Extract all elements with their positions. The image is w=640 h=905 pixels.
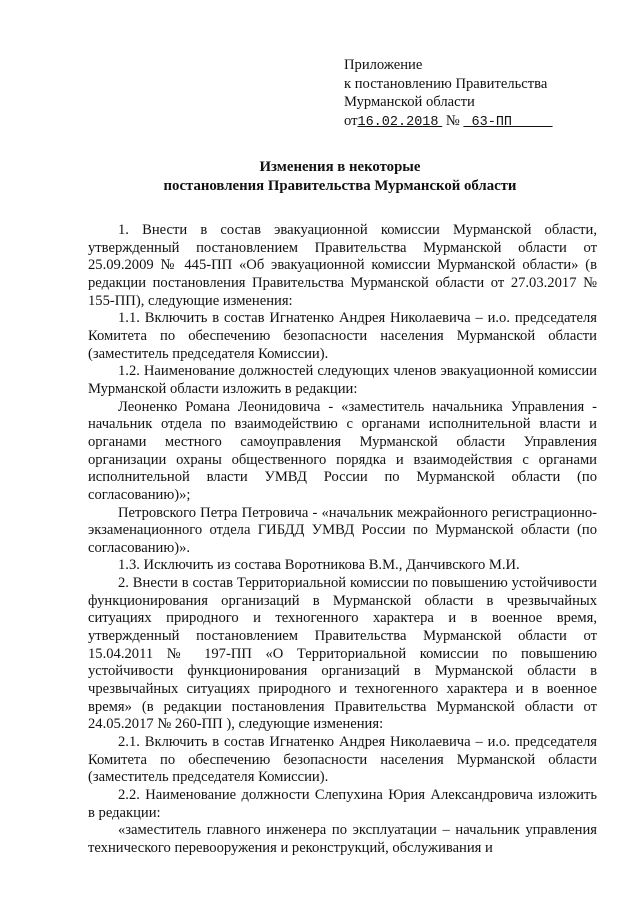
paragraph-1-3: 1.3. Исключить из состава Воротникова В.М., Данчивского М.И.: [118, 557, 520, 574]
title-line-1: Изменения в некоторые: [259, 159, 421, 175]
paragraph-2-2: 2.2. Наименование должности Слепухина Юрия Александровича изложить в редакции:: [88, 787, 597, 821]
document-date: 16.02.2018: [357, 114, 439, 130]
paragraph-2-1: 2.1. Включить в состав Игнатенко Андрея Николаевича – и.о. председателя Комитета по обеспечению безопасности населения Мурманской области (заместитель председателя Комиссии).: [88, 734, 597, 786]
document-number-wrap: [463, 115, 552, 130]
number-prefix: №: [445, 112, 460, 129]
paragraph-1: 1. Внести в состав эвакуационной комиссии Мурманской области, утвержденный постановлением Правительства Мурманской области от 25.09.2009 № 445-ПП «Об эвакуационной комиссии Мурманской области» (в редакции постановления Правительства Мурманской области от 27.03.2017 № 155-ПП), следующие изменения:: [88, 222, 597, 309]
document-body: [88, 222, 597, 858]
paragraph-petrovsky: Петровского Петра Петровича - «начальник межрайонного регистрационно-экзаменационного отдела ГИБДД УМВД России по Мурманской области (по согласованию)».: [88, 504, 597, 556]
title-line-2: постановления Правительства Мурманской области: [163, 177, 517, 194]
approval-line-1: Приложение: [344, 57, 423, 73]
date-prefix: от: [344, 112, 358, 129]
paragraph-1-2: 1.2. Наименование должностей следующих членов эвакуационной комиссии Мурманской области изложить в редакции:: [88, 363, 597, 397]
paragraph-1-1: 1.1. Включить в состав Игнатенко Андрея Николаевича – и.о. председателя Комитета по обеспечению безопасности населения Мурманской области (заместитель председателя Комиссии).: [88, 310, 597, 362]
paragraph-2: 2. Внести в состав Территориальной комиссии по повышению устойчивости функционирования организаций в Мурманской области в чрезвычайных ситуациях природного и техногенного характера и в военное время, утвержденный постановлением Правительства Мурманской области от 15.04.2011 № 197-ПП «О Территориальной комиссии по повышению устойчивости функционирования организаций в Мурманской области в чрезвычайных ситуациях природного и техногенного характера и в военное время» (в редакции постановления Правительства Мурманской области от 24.05.2017 № 260-ПП ), следующие изменения:: [88, 575, 597, 733]
approval-line-2: к постановлению Правительства: [344, 75, 548, 92]
approval-stamp: [344, 56, 604, 132]
approval-date-line: [344, 112, 604, 133]
paragraph-slepukhin: «заместитель главного инженера по эксплуатации – начальник управления технического перевооружения и реконструкций, обслуживания и: [88, 822, 597, 856]
paragraph-leonenko: Леоненко Романа Леонидовича - «заместитель начальника Управления - начальник отдела по взаимодействию с органами исполнительной власти и органами местного самоуправления Мурманской области Управления организации охраны общественного порядка и взаимодействия с органами исполнительной власти УМВД России по Мурманской области (по согласованию)»;: [88, 398, 597, 503]
document-title: [80, 158, 600, 195]
approval-line-3: Мурманской области: [344, 94, 475, 110]
document-number: 63-ПП: [471, 114, 513, 130]
